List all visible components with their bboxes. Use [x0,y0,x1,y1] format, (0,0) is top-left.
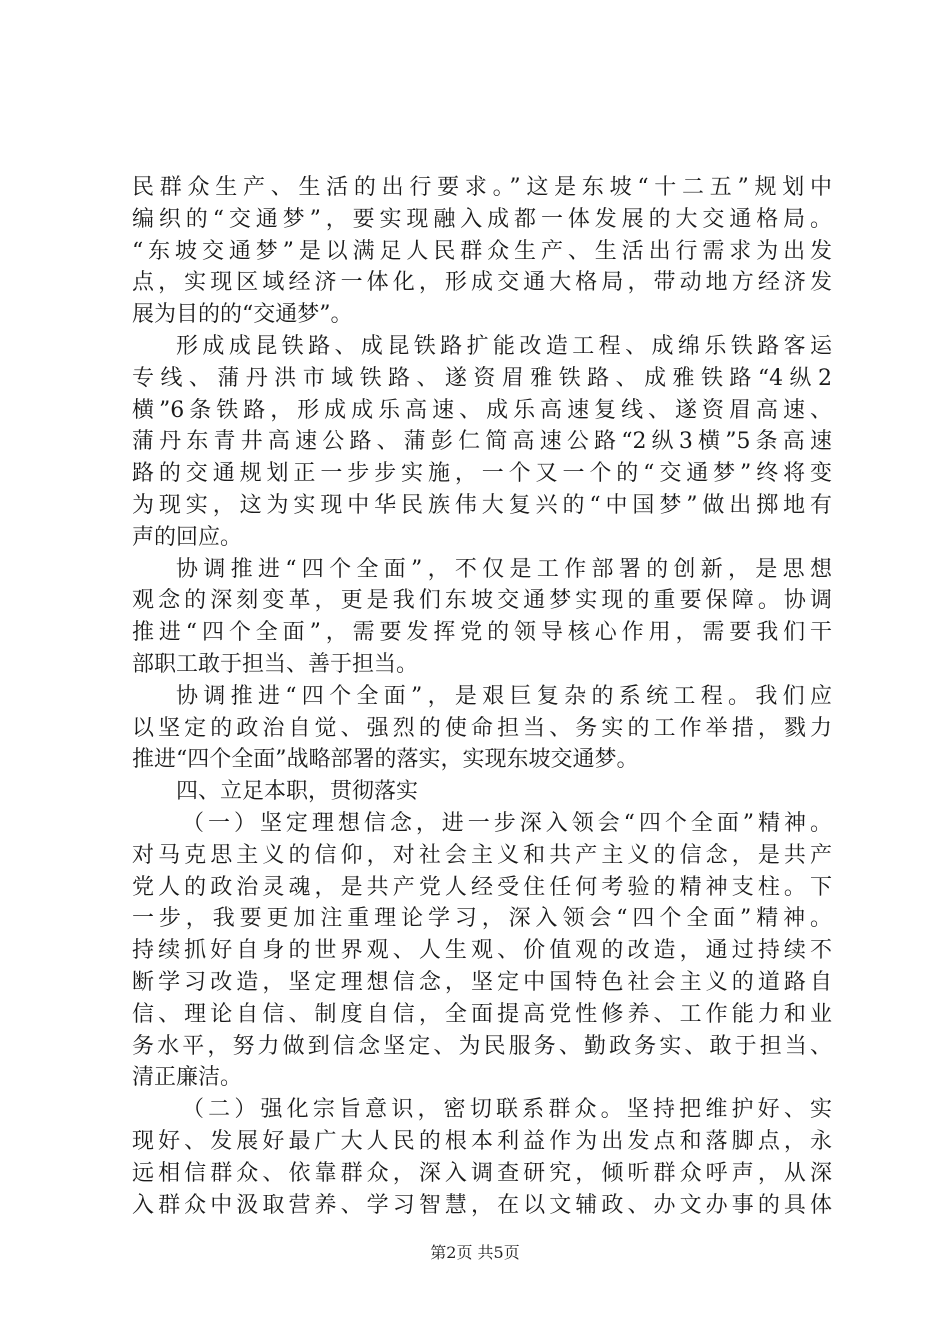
page-number: 第2页 共5页 [430,1243,520,1262]
text-line: 党人的政治灵魂，是共产党人经受住任何考验的精神支柱。下 [132,874,832,900]
text-line: 推进“四个全面”，需要发挥党的领导核心作用，需要我们干 [132,620,832,646]
text-line: 对马克思主义的信仰，对社会主义和共产主义的信念，是共产 [132,842,832,868]
text-line: 一步，我要更加注重理论学习，深入领会“四个全面”精神。 [132,906,832,932]
text-line: 信、理论自信、制度自信，全面提高党性修养、工作能力和业 [132,1001,832,1027]
text-line: 路的交通规划正一步步实施，一个又一个的“交通梦”终将变 [132,461,832,487]
text-line: “东坡交通梦”是以满足人民群众生产、生活出行需求为出发 [132,238,832,264]
text-line: 为现实，这为实现中华民族伟大复兴的“中国梦”做出掷地有 [132,492,832,518]
subsection-heading: （一）坚定理想信念，进一步深入领会“四个全面”精神。 [182,810,832,836]
text-line: 以坚定的政治自觉、强烈的使命担当、务实的工作举措，戮力 [132,715,832,741]
text-line: 展为目的的“交通梦”。 [132,302,353,328]
text-line: 协调推进“四个全面”，是艰巨复杂的系统工程。我们应 [176,683,832,709]
text-line: 蒲丹东青井高速公路、蒲彭仁简高速公路“2纵3横”5条高速 [132,429,832,455]
text-line: 点，实现区域经济一体化，形成交通大格局，带动地方经济发 [132,270,832,296]
text-line: 现好、发展好最广大人民的根本利益作为出发点和落脚点，永 [132,1128,832,1154]
body-text [132,172,832,1221]
text-line: 专线、蒲丹洪市域铁路、遂资眉雅铁路、成雅铁路“4纵2 [132,365,832,391]
text-line: 远相信群众、依靠群众，深入调查研究，倾听群众呼声，从深 [132,1160,832,1186]
section-heading: 四、立足本职，贯彻落实 [176,779,419,805]
text-line: 务水平，努力做到信念坚定、为民服务、勤政务实、敢于担当、 [132,1033,832,1059]
text-line: 民群众生产、生活的出行要求。”这是东坡“十二五”规划中 [132,175,832,200]
text-line: 持续抓好自身的世界观、人生观、价值观的改造，通过持续不 [132,938,832,964]
text-line: 声的回应。 [132,524,243,550]
subsection-heading: （二）强化宗旨意识，密切联系群众。坚持把维护好、实 [182,1097,832,1123]
text-line: 协调推进“四个全面”，不仅是工作部署的创新，是思想 [176,556,832,582]
text-line: 观念的深刻变革，更是我们东坡交通梦实现的重要保障。协调 [132,588,832,614]
text-line: 编织的“交通梦”，要实现融入成都一体发展的大交通格局。 [132,206,832,232]
text-line: 横”6条铁路，形成成乐高速、成乐高速复线、遂资眉高速、 [132,397,832,423]
text-line: 清正廉洁。 [132,1065,243,1091]
text-line: 部职工敢于担当、善于担当。 [132,651,419,677]
text-line: 推进“四个全面”战略部署的落实，实现东坡交通梦。 [132,747,639,773]
text-line: 形成成昆铁路、成昆铁路扩能改造工程、成绵乐铁路客运 [176,333,832,359]
text-line: 断学习改造，坚定理想信念，坚定中国特色社会主义的道路自 [132,969,832,995]
text-line: 入群众中汲取营养、学习智慧，在以文辅政、办文办事的具体 [132,1192,832,1218]
